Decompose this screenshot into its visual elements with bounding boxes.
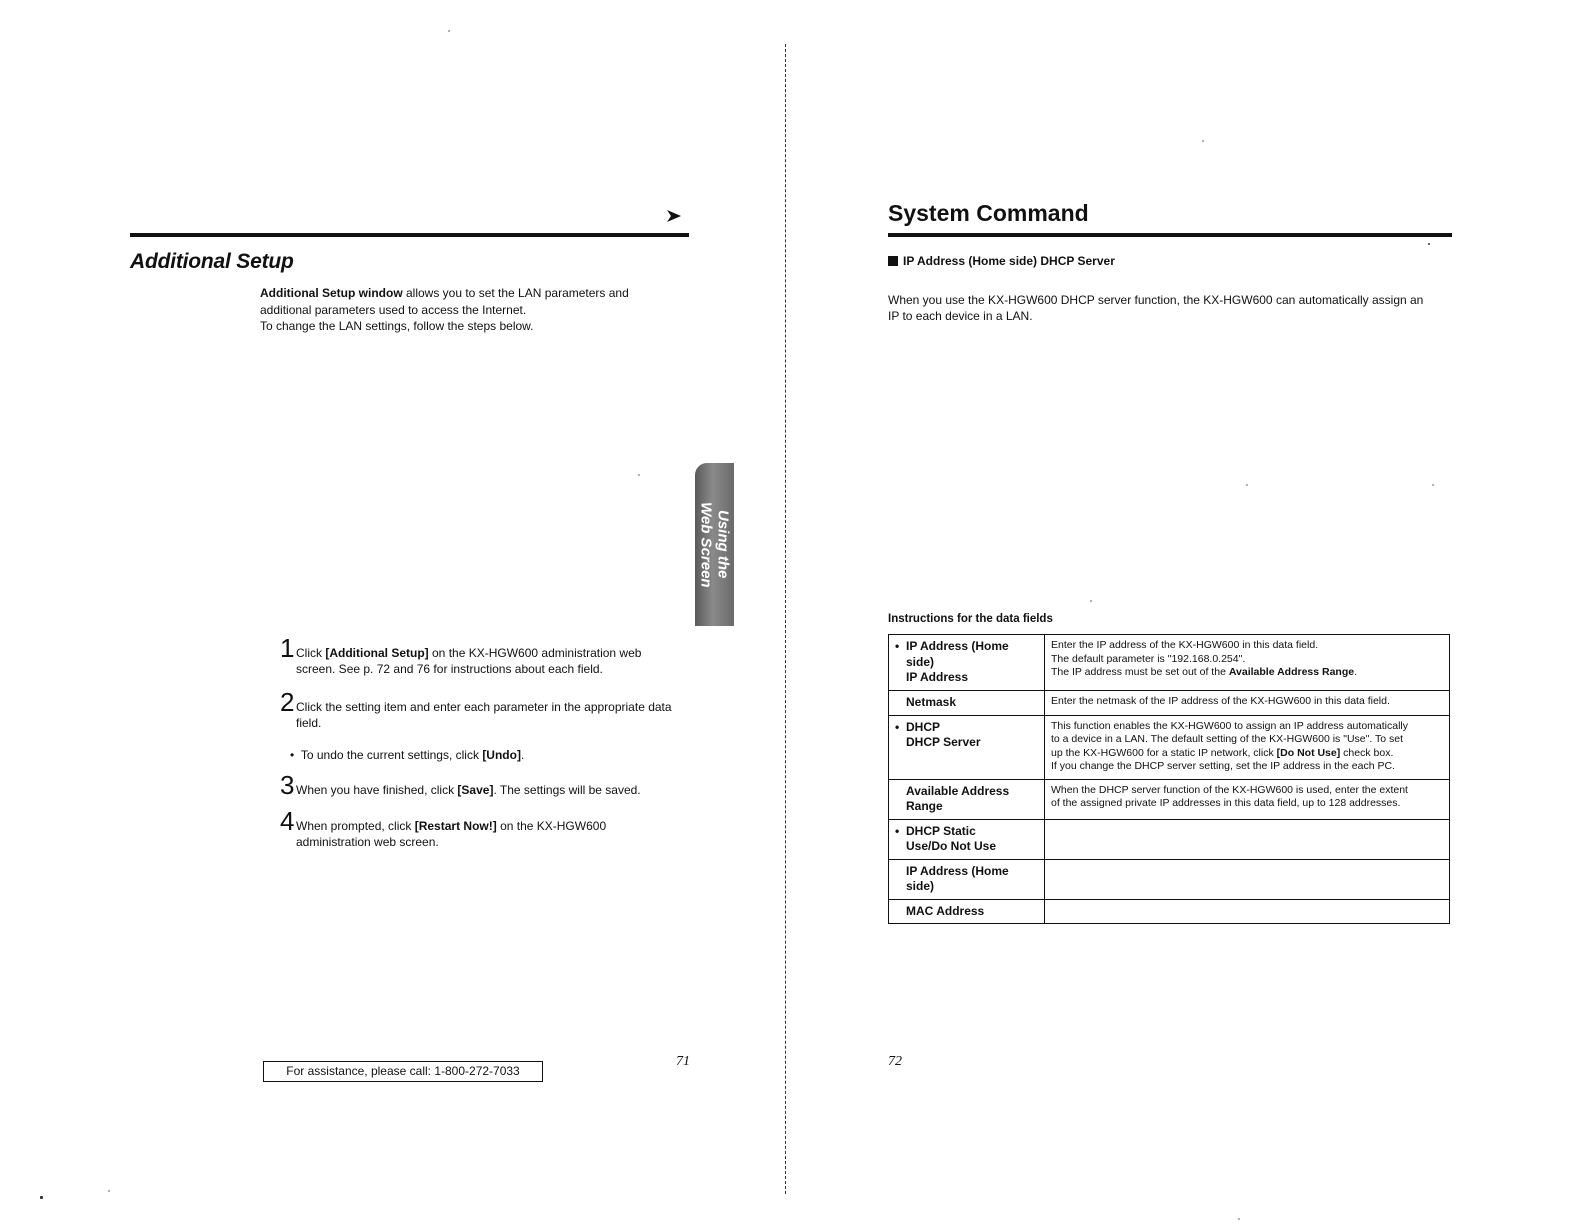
- right-title-rule: [888, 233, 1452, 237]
- table-row: [889, 859, 1450, 899]
- data-fields-table: [888, 634, 1450, 924]
- intro-paragraph: [260, 285, 680, 335]
- right-arrow-icon: [666, 208, 682, 229]
- bullet-dot: •: [895, 823, 900, 838]
- field-description-cell: Enter the IP address of the KX-HGW600 in this data field. The default parameter is "192.168.0.254". The IP address must be set out of the Available Address Range.: [1045, 635, 1450, 691]
- table-row: [889, 715, 1450, 779]
- bullet-dot: •: [895, 719, 900, 734]
- scan-speck: [638, 474, 640, 476]
- scan-speck: [1238, 1218, 1240, 1220]
- square-bullet-icon: [888, 256, 898, 266]
- scan-speck: [448, 30, 450, 32]
- step-2: 2 Click the setting item and enter each parameter in the appropriate data field.: [280, 687, 672, 730]
- ui-ref-undo: [Undo]: [482, 748, 521, 762]
- table-row: [889, 690, 1450, 715]
- intro-line-2: additional parameters used to access the Internet.: [260, 302, 527, 317]
- step-1: 1 Click [Additional Setup] on the KX-HGW600 administration web screen. See p. 72 and 76 for instructions about each field.: [280, 633, 642, 676]
- field-name-cell: MAC Address: [889, 899, 1045, 924]
- intro-line-1: Additional Setup window allows you to set the LAN parameters and: [260, 286, 629, 300]
- field-name-cell: Available Address Range: [889, 779, 1045, 819]
- field-name-cell: • DHCP Static Use/Do Not Use: [889, 819, 1045, 859]
- field-description-cell: [1045, 859, 1450, 899]
- scan-speck: [1246, 484, 1248, 486]
- assistance-footer: For assistance, please call: 1-800-272-7033: [263, 1061, 543, 1082]
- ui-ref-additional-setup: [Additional Setup]: [325, 646, 429, 660]
- table-row: [889, 635, 1450, 691]
- field-description-cell: [1045, 819, 1450, 859]
- scan-speck: [1432, 484, 1434, 486]
- field-name-cell: Netmask: [889, 690, 1045, 715]
- left-title-rule: [130, 233, 689, 237]
- page-title-system-command: System Command: [888, 200, 1089, 226]
- page-title-additional-setup: Additional Setup: [130, 250, 294, 273]
- intro-line-3: To change the LAN settings, follow the steps below.: [260, 319, 534, 333]
- bullet-dot: •: [895, 639, 900, 653]
- page-number-right: 72: [888, 1054, 902, 1069]
- scan-speck: [108, 1190, 110, 1192]
- scan-speck: [40, 1196, 43, 1199]
- step-number: 2: [280, 687, 295, 717]
- section-intro: When you use the KX-HGW600 DHCP server function, the KX-HGW600 can automatically assign an IP to each device in a LAN.: [888, 293, 1424, 323]
- page-divider: [785, 44, 786, 1194]
- field-description-cell: [1045, 899, 1450, 924]
- table-row: [889, 819, 1450, 859]
- section-heading: IP Address (Home side) DHCP Server: [888, 254, 1115, 268]
- side-tab-line-1: Using the: [714, 510, 732, 579]
- section-side-tab: [695, 463, 734, 626]
- table-caption: Instructions for the data fields: [888, 613, 1053, 625]
- table-row: [889, 899, 1450, 924]
- step-number: 3: [280, 770, 295, 800]
- field-name-cell: • DHCP DHCP Server: [889, 715, 1045, 779]
- step-number: 4: [280, 806, 295, 836]
- field-name-cell: • IP Address (Home side) IP Address: [889, 635, 1045, 691]
- step-4: 4 When prompted, click [Restart Now!] on the KX-HGW600 administration web screen.: [280, 806, 607, 849]
- table-row: [889, 779, 1450, 819]
- scan-speck: [1202, 140, 1204, 142]
- undo-bullet: • To undo the current settings, click [Undo].: [290, 748, 525, 762]
- field-description-cell: Enter the netmask of the IP address of the KX-HGW600 in this data field.: [1045, 690, 1450, 715]
- bullet-dot: •: [290, 748, 301, 762]
- field-description-cell: This function enables the KX-HGW600 to assign an IP address automatically to a device in a LAN. The default setting of the KX-HGW600 is "Use". To set up the KX-HGW600 for a static IP network, click [Do Not Use] check box. If you change the DHCP server setting, set the IP address in the each PC.: [1045, 715, 1450, 779]
- side-tab-line-2: Web Screen: [697, 501, 715, 588]
- field-description-cell: When the DHCP server function of the KX-HGW600 is used, enter the extent of the assigned private IP addresses in this data field, up to 128 addresses.: [1045, 779, 1450, 819]
- step-number: 1: [280, 633, 295, 663]
- field-name-cell: IP Address (Home side): [889, 859, 1045, 899]
- intro-bold-lead: Additional Setup window: [260, 286, 403, 300]
- ui-ref-restart-now: [Restart Now!]: [414, 819, 497, 833]
- step-3: 3 When you have finished, click [Save]. The settings will be saved.: [280, 770, 641, 800]
- page-number-left: 71: [676, 1054, 690, 1069]
- ui-ref-save: [Save]: [457, 783, 494, 797]
- scan-speck: [1090, 600, 1092, 602]
- scan-speck: [1428, 243, 1430, 245]
